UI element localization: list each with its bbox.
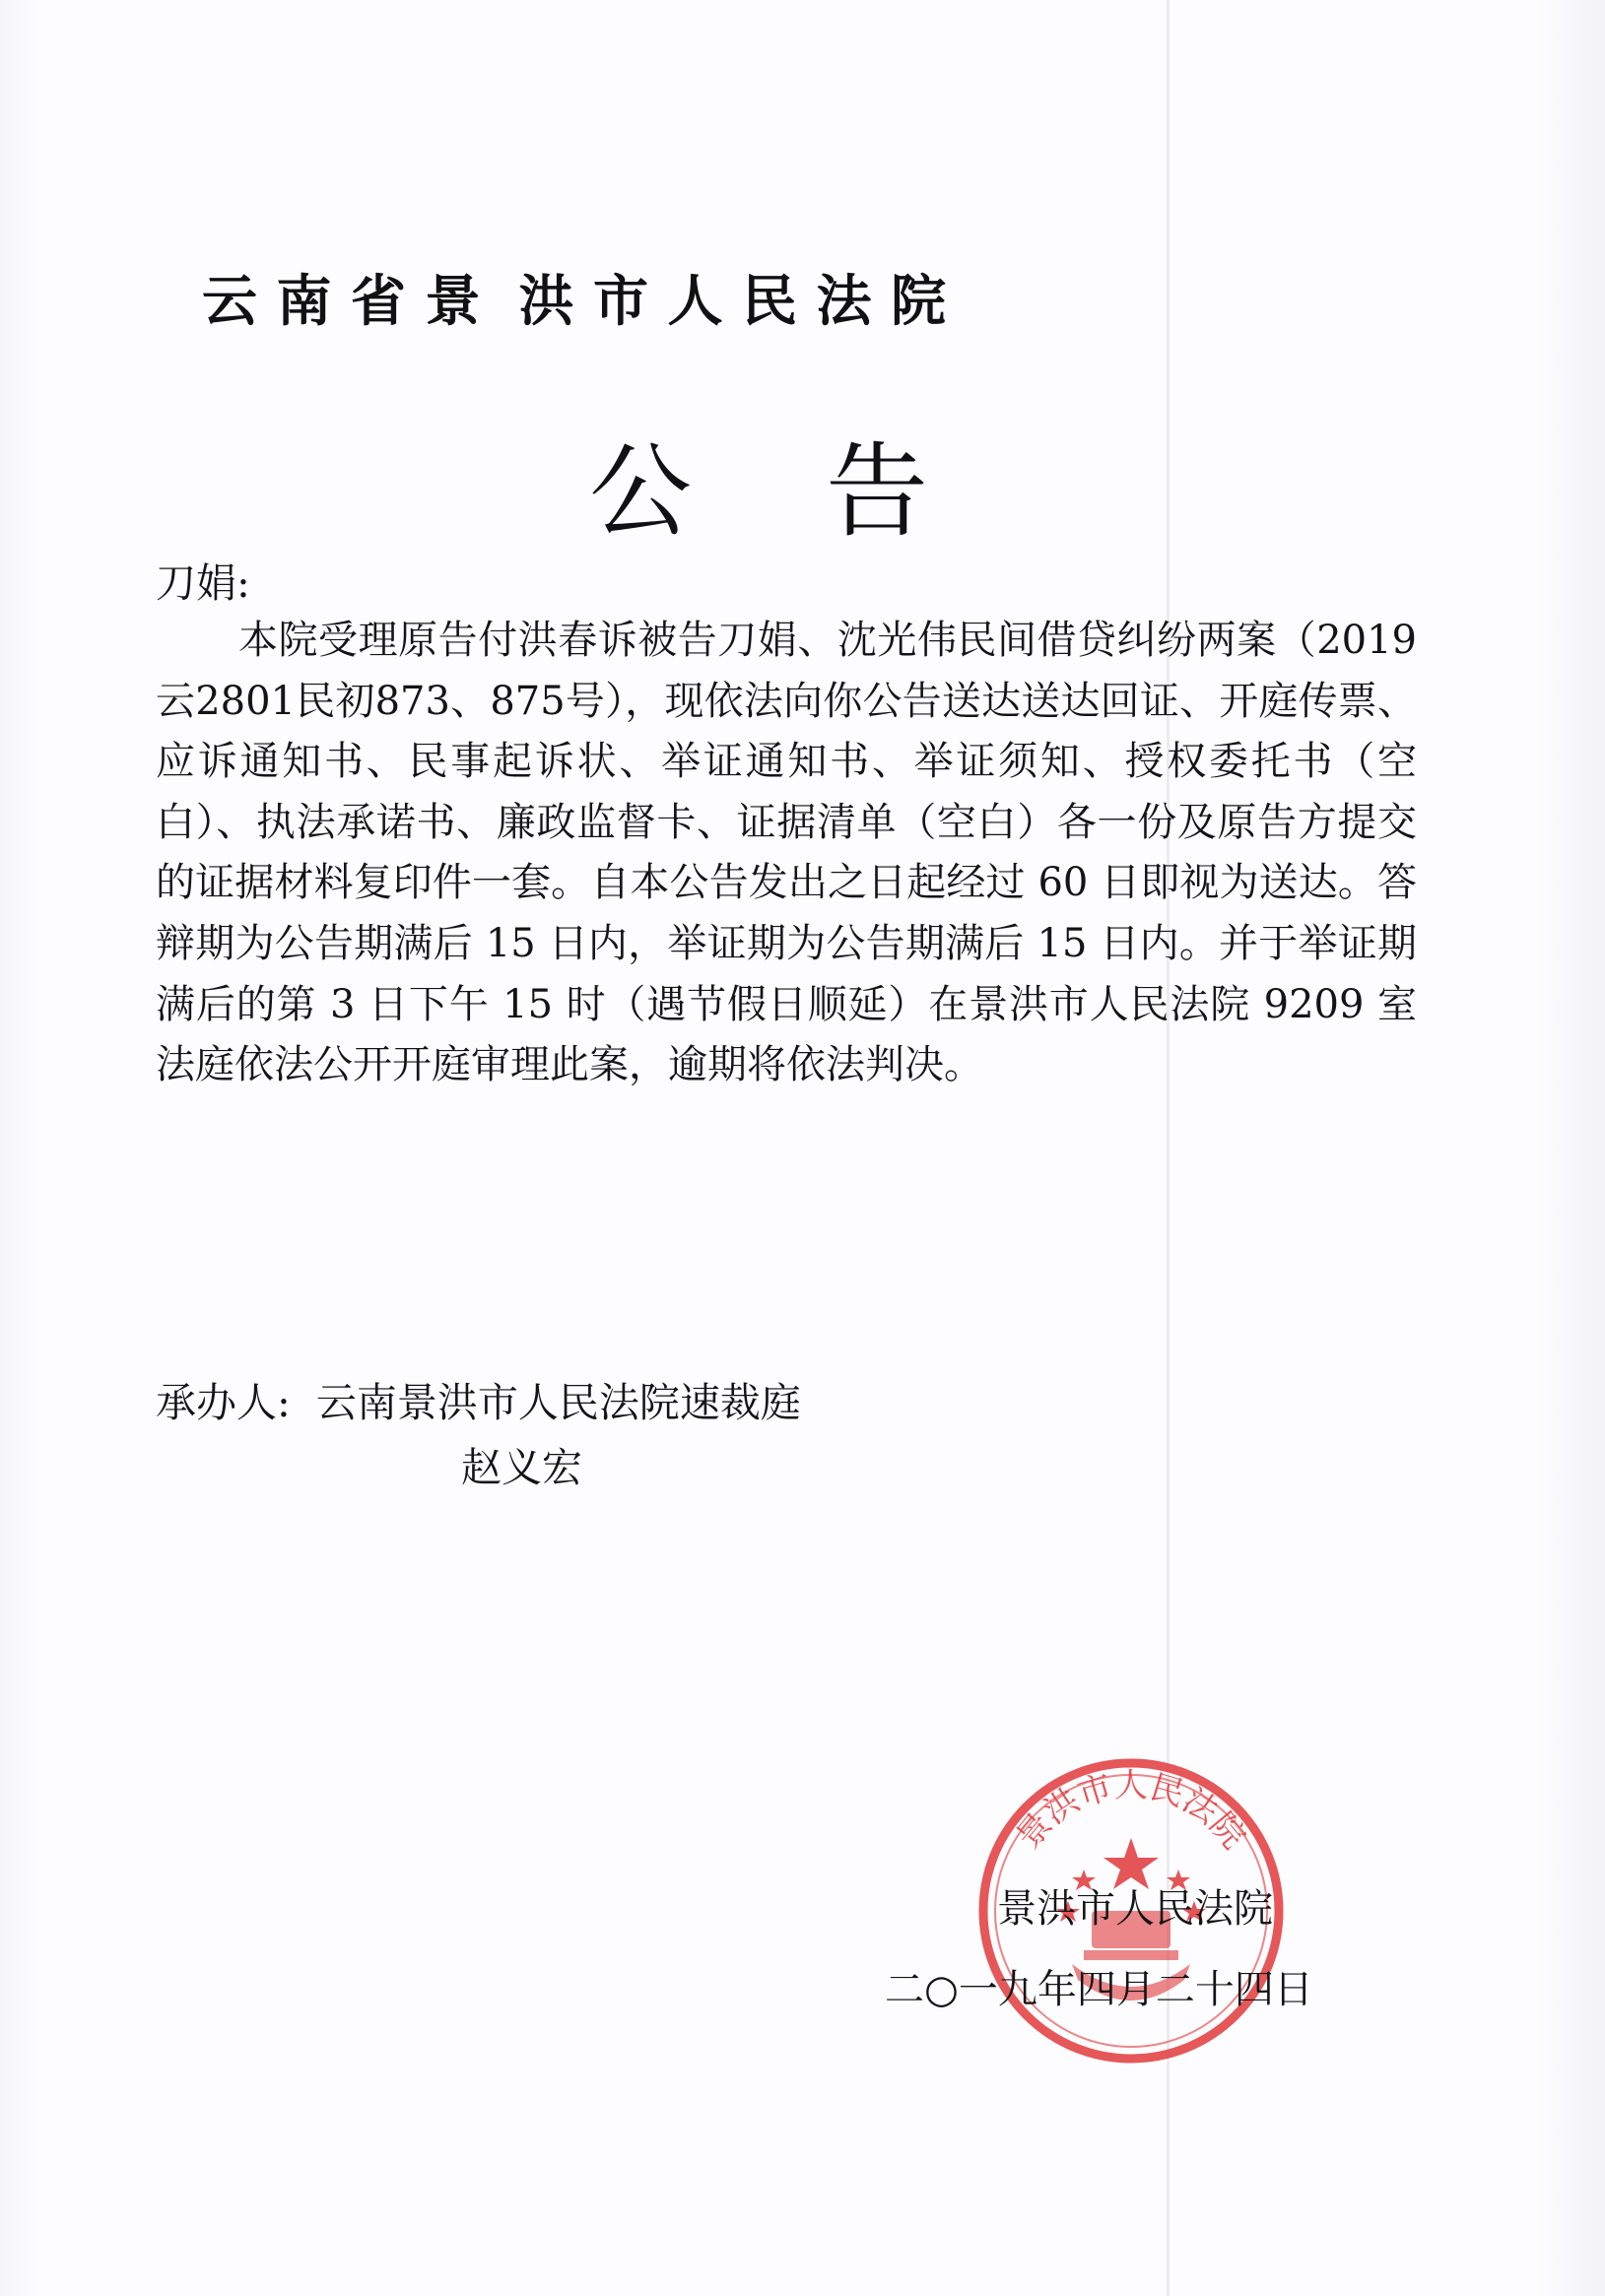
court-name-heading: 云 南 省 景 洪 市 人 民 法 院 <box>202 270 946 334</box>
seal-text: 景洪市人民法院 <box>1008 1765 1254 1857</box>
handler-line: 承办人: 云南景洪市人民法院速裁庭 <box>156 1379 801 1426</box>
handler-name: 赵义宏 <box>461 1444 582 1491</box>
document-title: 公告 <box>589 431 1063 552</box>
issue-date: 二○一九年四月二十四日 <box>885 1967 1313 2012</box>
addressee: 刀娟: <box>156 559 250 607</box>
notice-body: 本院受理原告付洪春诉被告刀娟、沈光伟民间借贷纠纷两案（2019云2801民初873、875号），现依法向你公告送达送达回证、开庭传票、应诉通知书、民事起诉状、举证通知书、举证须知、授权委托书（空白）、执法承诺书、廉政监督卡、证据清单（空白）各一份及原告方提交的证据材料复印件一套。自本公告发出之日起经过 60 日即视为送达。答辩期为公告期满后 15 日内，举证期为公告期满后 15 日内。并于举证期满后的第 3 日下午 15 时（遇节假日顺延）在景洪市人民法院 9209 室法庭依法公开开庭审理此案，逾期将依法判决。 <box>156 618 1417 1088</box>
issuer-name: 景洪市人民法院 <box>997 1886 1273 1932</box>
